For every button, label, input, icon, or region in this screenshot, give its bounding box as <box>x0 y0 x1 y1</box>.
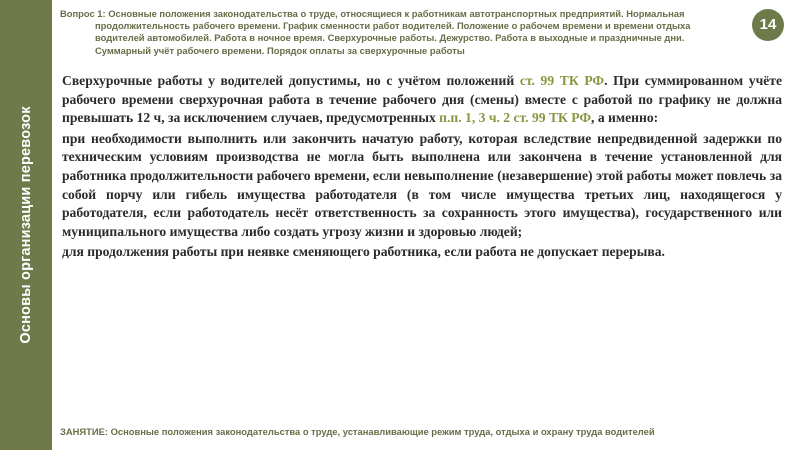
paragraph-case-2: для продолжения работы при неявке сменяющего работника, если работа не допускает перерыва. <box>62 244 665 260</box>
law-reference-link[interactable]: ст. 99 ТК РФ <box>519 73 605 88</box>
question-rest: продолжительность рабочего времени. График сменности работ водителей. Положение о рабочем времени и времени отдыха водителей автомобилей. Работа в ночное время. Сверхурочные работы. Дежурство. Работа в выходные и праздничные дни. Суммарный учёт рабочего времени. Порядок оплаты за сверхурочные работы <box>95 20 691 56</box>
sidebar <box>0 0 52 450</box>
paragraph-intro <box>62 72 782 128</box>
sidebar-title: Основы организации перевозок <box>18 106 34 344</box>
footer-label: ЗАНЯТИЕ: <box>60 426 108 437</box>
paragraph-intro-text-b: . При суммированном учёте рабочего времени сверхурочная работа в течение рабочего дня (смены) вместе с работой по графику не должна превышать 12 ч, за исключением случаев, предусмотренных <box>62 73 782 126</box>
footer-text: Основные положения законодательства о труде, устанавливающие режим труда, отдыха и охрану труда водителей <box>110 426 655 437</box>
lesson-footer <box>60 426 780 437</box>
paragraph-intro-text-c: , а именно: <box>591 110 659 126</box>
paragraph-case-1: при необходимости выполнить или закончить начатую работу, которая вследствие непредвиденной задержки по техническим условиям производства не могла быть выполнена или закончена в течение установленной для работника продолжительности рабочего времени, если невыполнение (незавершение) этой работы может повлечь за собой порчу или гибель имущества работодателя (в том числе имущества третьих лиц, находящегося у работодателя, если работодатель несёт ответственность за сохранность этого имущества), государственного или муниципального имущества либо создать угрозу жизни и здоровью людей; <box>62 130 782 239</box>
question-line1: Основные положения законодательства о труде, относящиеся к работникам автотранспортных предприятий. Нормальная <box>108 8 685 19</box>
law-reference-link[interactable]: п.п. 1, 3 ч. 2 ст. 99 ТК РФ <box>439 110 592 126</box>
slide-number-badge: 14 <box>752 9 784 41</box>
question-header <box>60 8 732 57</box>
paragraph-intro-text-a: Сверхурочные работы у водителей допустимы, но с учётом положений <box>62 73 520 88</box>
question-label: Вопрос 1: <box>60 8 106 19</box>
slide-content <box>62 72 782 264</box>
